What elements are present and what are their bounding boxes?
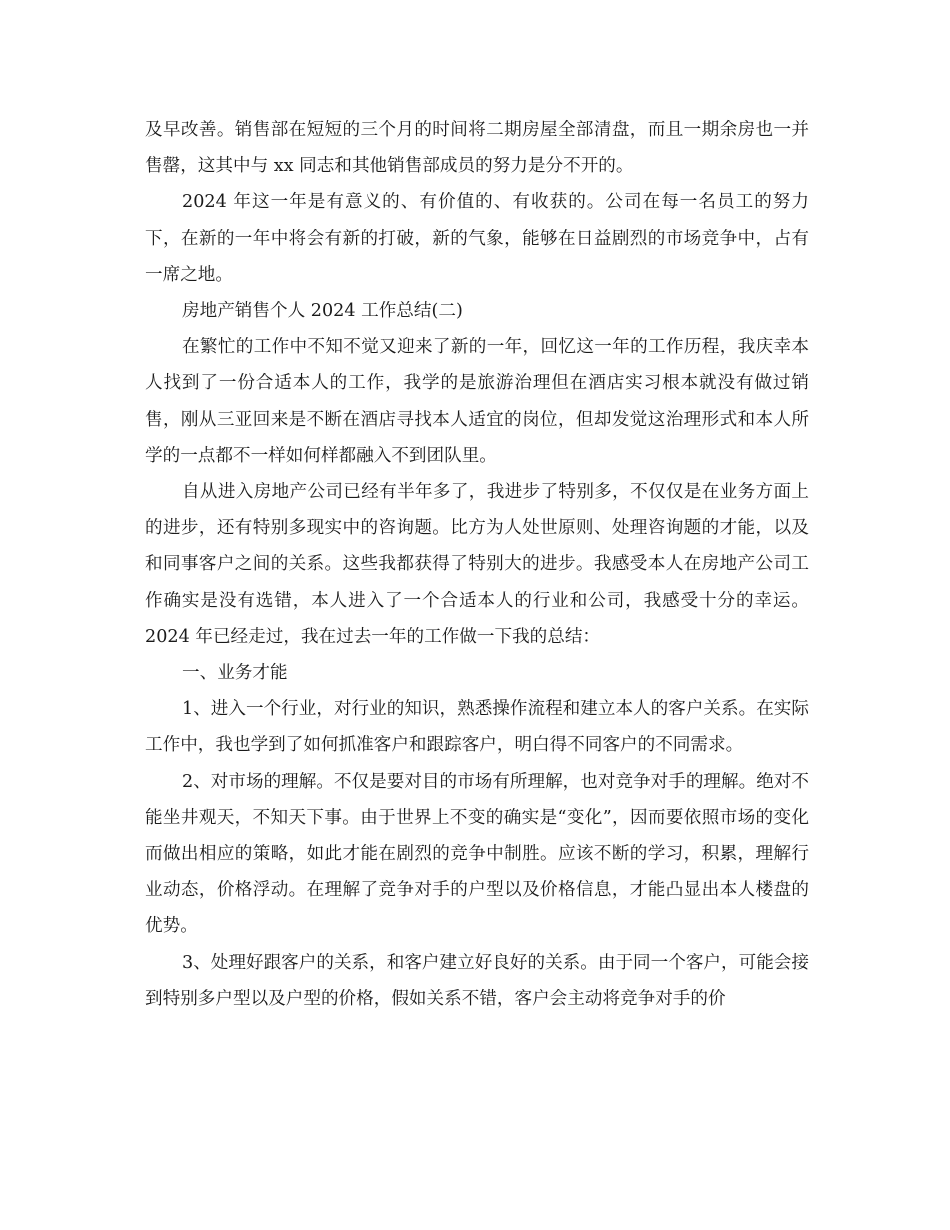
paragraph: 在繁忙的工作中不知不觉又迎来了新的一年，回忆这一年的工作历程，我庆幸本人找到了一份合适本人的工作，我学的是旅游治理但在酒店实习根本就没有做过销售，刚从三亚回来是不断在酒店寻找本人适宜的岗位，但却发觉这治理形式和本人所学的一点都不一样如何样都融入不到团队里。 [145,337,809,466]
document-body [145,112,809,1017]
list-item: 3、处理好跟客户的关系，和客户建立好良好的关系。由于同一个客户，可能会接到特别多户型以及户型的价格，假如关系不错，客户会主动将竞争对手的价 [145,952,809,1009]
list-item: 2、对市场的理解。不仅是要对目的市场有所理解，也对竞争对手的理解。绝对不能坐井观天，不知天下事。由于世界上不变的确实是“变化”，因而要依照市场的变化而做出相应的策略，如此才能在剧烈的竞争中制胜。应该不断的学习，积累，理解行业动态，价格浮动。在理解了竞争对手的户型以及价格信息，才能凸显出本人楼盘的优势。 [145,771,809,937]
paragraph: 自从进入房地产公司已经有半年多了，我进步了特别多，不仅仅是在业务方面上的进步，还有特别多现实中的咨询题。比方为人处世原则、处理咨询题的才能，以及和同事客户之间的关系。这些我都获得了特别大的进步。我感受本人在房地产公司工作确实是没有选错，本人进入了一个合适本人的行业和公司，我感受十分的幸运。2024 年已经走过，我在过去一年的工作做一下我的总结： [145,482,809,647]
section-heading: 房地产销售个人 2024 工作总结(二) [182,301,463,322]
subsection-heading: 一、业务才能 [182,663,288,684]
paragraph: 及早改善。销售部在短短的三个月的时间将二期房屋全部清盘，而且一期余房也一并售罄，这其中与 xx 同志和其他销售部成员的努力是分不开的。 [145,120,809,177]
list-item: 1、进入一个行业，对行业的知识，熟悉操作流程和建立本人的客户关系。在实际工作中，我也学到了如何抓准客户和跟踪客户，明白得不同客户的不同需求。 [145,699,809,756]
paragraph: 2024 年这一年是有意义的、有价值的、有收获的。公司在每一名员工的努力下，在新的一年中将会有新的打破，新的气象，能够在日益剧烈的市场竞争中，占有一席之地。 [145,192,809,285]
